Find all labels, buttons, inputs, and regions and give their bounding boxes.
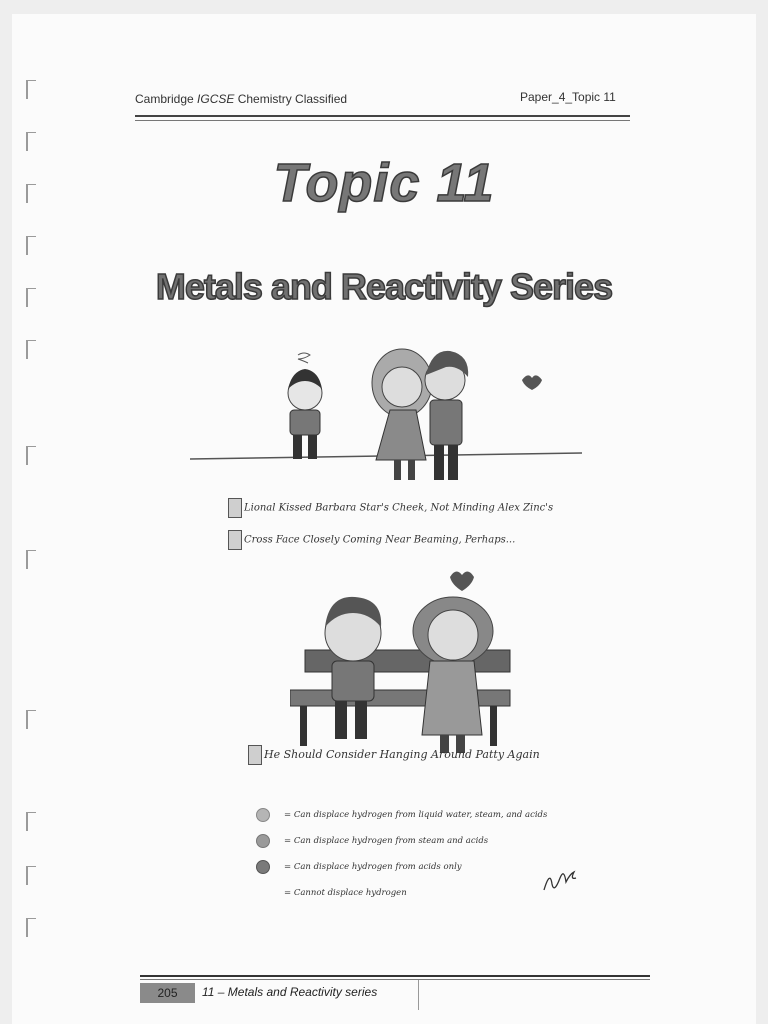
heart-icon: [522, 375, 542, 390]
legend-item: = Can displace hydrogen from liquid water, steam, and acids: [256, 802, 547, 828]
signature-icon: [540, 866, 580, 896]
footer-rule: [140, 975, 650, 977]
girl-figure: [372, 349, 432, 480]
legend-dot-icon: [256, 886, 270, 900]
legend-item: = Can displace hydrogen from steam and acids: [256, 828, 547, 854]
page-subtitle: Metals and Reactivity Series: [155, 266, 613, 307]
page-title: Topic 11: [273, 153, 495, 213]
header-course-title: Cambridge IGCSE Chemistry Classified: [135, 92, 348, 106]
heart-icon: [450, 571, 474, 591]
illustration-couple: [190, 335, 590, 495]
mnemonic-line-1: Lional Kissed Barbara Star's Cheek, Not Minding Alex Zinc's: [228, 498, 588, 518]
legend-item: = Cannot displace hydrogen: [256, 880, 547, 906]
legend-dot-icon: [256, 834, 270, 848]
legend-dot-icon: [256, 808, 270, 822]
footer-chapter-title: 11 – Metals and Reactivity series: [202, 985, 378, 999]
boy-figure: [288, 353, 322, 459]
footer-rule-thin: [140, 979, 650, 980]
mnemonic-line-2: Cross Face Closely Coming Near Beaming, Perhaps...: [228, 530, 588, 550]
footer-divider: [418, 980, 419, 1010]
header-rule-thin: [135, 120, 630, 121]
legend-item: = Can displace hydrogen from acids only: [256, 854, 547, 880]
header-rule: [135, 115, 630, 117]
boy-kissing-figure: [425, 351, 468, 480]
legend-dot-icon: [256, 860, 270, 874]
header-paper-label: Paper_4_Topic 11: [520, 90, 616, 104]
legend: [256, 802, 547, 906]
mnemonic-line-3: He Should Consider Hanging Around Patty Again: [248, 745, 578, 765]
illustration-bench: [290, 565, 520, 755]
page-number: 205: [140, 983, 195, 1003]
